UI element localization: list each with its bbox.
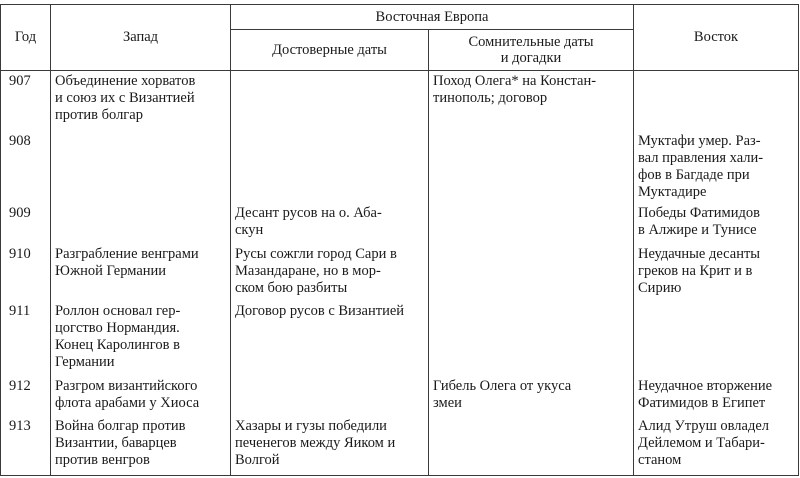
year-cell: 911 [1, 303, 51, 378]
doubtful-cell [429, 133, 634, 205]
header-reliable-dates: Достоверные даты [231, 30, 429, 71]
table-row [1, 133, 799, 205]
west-cell: Война болгар против Византии, баварцев против венгров [51, 418, 231, 476]
west-cell [51, 133, 231, 205]
reliable-cell: Русы сожгли город Сари в Мазандаране, но в мор- ском бою разбиты [231, 246, 429, 303]
west-cell: Роллон основал гер- цогство Нормандия. Конец Каролингов в Германии [51, 303, 231, 378]
doubtful-cell [429, 205, 634, 246]
table-row [1, 418, 799, 476]
reliable-cell: Договор русов с Византией [231, 303, 429, 378]
east-cell: Муктафи умер. Раз- вал правления хали- фов в Багдаде при Муктадире [634, 133, 799, 205]
west-cell: Разгром византийского флота арабами у Хиоса [51, 378, 231, 418]
reliable-cell [231, 378, 429, 418]
doubtful-cell [429, 303, 634, 378]
west-cell: Разграбление венграми Южной Германии [51, 246, 231, 303]
reliable-cell [231, 71, 429, 133]
east-cell: Неудачные десанты греков на Крит и в Сирию [634, 246, 799, 303]
year-cell: 910 [1, 246, 51, 303]
reliable-cell: Хазары и гузы победили печенегов между Яиком и Волгой [231, 418, 429, 476]
east-cell: Победы Фатимидов в Алжире и Тунисе [634, 205, 799, 246]
header-west: Запад [51, 5, 231, 71]
east-cell: Алид Утруш овладел Дейлемом и Табари- станом [634, 418, 799, 476]
table-header [1, 5, 799, 71]
year-cell: 907 [1, 71, 51, 133]
east-cell [634, 71, 799, 133]
doubtful-cell [429, 246, 634, 303]
header-row-top [1, 5, 799, 30]
table-row [1, 303, 799, 378]
header-year: Год [1, 5, 51, 71]
reliable-cell: Десант русов на о. Аба- скун [231, 205, 429, 246]
year-cell: 908 [1, 133, 51, 205]
reliable-cell [231, 133, 429, 205]
header-east-europe: Восточная Европа [231, 5, 634, 30]
table-body [1, 71, 799, 476]
table-row [1, 71, 799, 133]
year-cell: 913 [1, 418, 51, 476]
doubtful-cell: Гибель Олега от укуса змеи [429, 378, 634, 418]
east-cell [634, 303, 799, 378]
west-cell: Объединение хорватов и союз их с Византией против болгар [51, 71, 231, 133]
east-cell: Неудачное вторжение Фатимидов в Египет [634, 378, 799, 418]
west-cell [51, 205, 231, 246]
year-cell: 912 [1, 378, 51, 418]
table-row [1, 246, 799, 303]
header-east: Восток [634, 5, 799, 71]
table-row [1, 378, 799, 418]
header-doubtful-dates: Сомнительные даты и догадки [429, 30, 634, 71]
doubtful-cell: Поход Олега* на Констан- тинополь; договор [429, 71, 634, 133]
table-row [1, 205, 799, 246]
chronology-table [0, 4, 799, 476]
doubtful-cell [429, 418, 634, 476]
year-cell: 909 [1, 205, 51, 246]
